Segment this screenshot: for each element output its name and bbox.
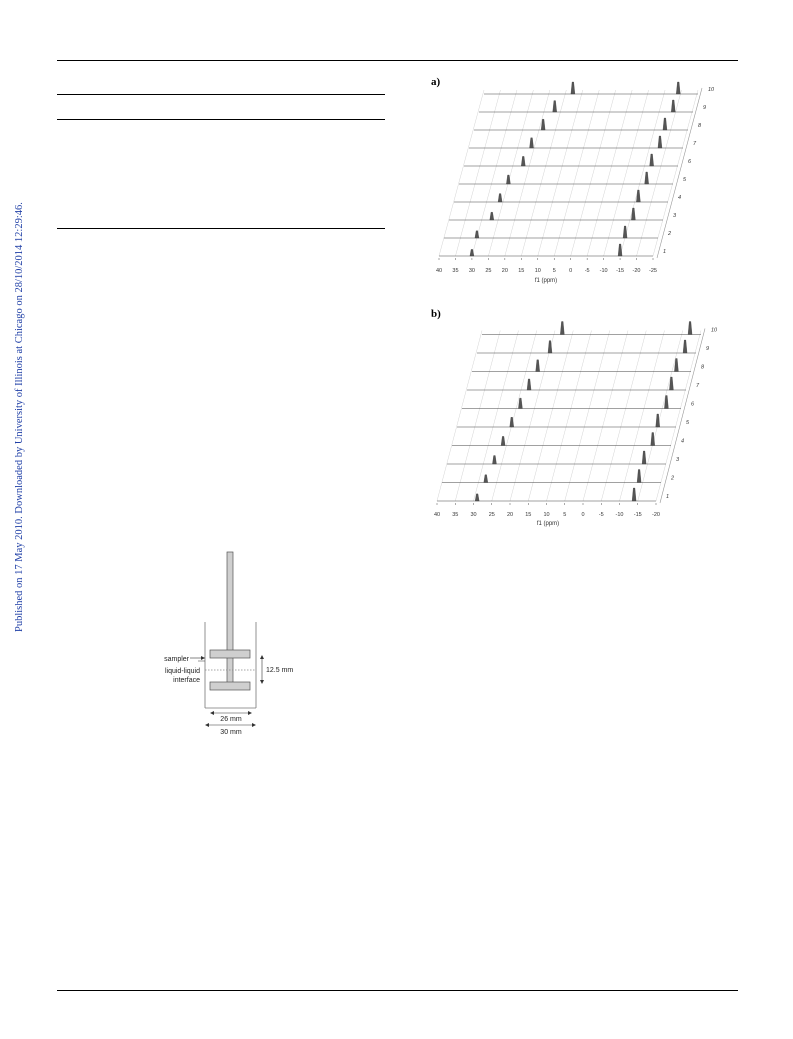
grid-line [653,90,698,256]
trace-label: 8 [701,364,705,371]
spectrum-peak [676,82,680,94]
x-tick-label: 20 [501,268,508,274]
spectrum-peak [663,118,667,130]
x-tick-label: -20 [652,512,660,518]
grid-line [538,90,583,256]
trace-label: 9 [703,105,707,111]
height-arrow-top [260,655,264,659]
spectrum-peak [688,322,692,335]
spectrum-peak [530,138,534,148]
x-tick-label: -5 [598,512,604,518]
x-tick-label: 30 [470,512,477,518]
spectrum-peak [527,379,531,390]
x-tick-label: 5 [563,512,567,518]
interface-label-line2: interface [173,677,200,684]
trace-label: 5 [686,420,690,426]
spectrum-peak [631,208,635,220]
trace-label: 3 [676,457,680,463]
grid-line [571,90,616,256]
sampler-cell-diagram [130,548,310,738]
grid-line [510,331,555,502]
table-header-rule [57,119,385,120]
trace-label: 9 [706,346,710,352]
spectrum-peak [645,172,649,184]
inner-width-arrow-right [248,711,252,715]
x-tick-label: -15 [616,268,625,274]
spectrum-peak [656,414,660,427]
spectrum-peak [490,212,494,220]
spectrum-peak [510,417,514,427]
x-tick-label: 35 [452,268,459,274]
grid-line [554,90,599,256]
sampler-label: sampler [164,656,189,663]
x-tick-label: 35 [452,512,459,518]
spectrum-peak [492,456,496,464]
trace-label: 4 [681,438,685,445]
grid-line [637,90,682,256]
trace-label: 4 [678,195,682,201]
spectrum-peak [521,156,525,166]
x-tick-label: -10 [615,512,624,518]
trace-label: 3 [673,213,677,219]
grid-line [437,331,482,502]
spectrum-peak [618,244,622,256]
panel-label-b: b) [431,308,441,320]
page-header-rule [57,60,738,61]
spectrum-peak [637,470,641,483]
spectrum-peak [636,190,640,202]
x-tick-label: 25 [488,512,495,518]
spectrum-peak [642,451,646,464]
interface-label-line1: liquid-liquid [164,668,200,675]
sampler-shaft [227,552,233,689]
x-tick-label: 20 [506,512,514,518]
x-tick-label: 5 [552,268,556,274]
x-axis-title: f1 (ppm) [536,521,560,527]
x-tick-label: -5 [584,268,590,274]
outer-width-arrow-left [205,723,209,727]
spectrum-peak [518,398,522,408]
trace-label: 1 [666,494,670,500]
panel-label-a: a) [431,76,441,88]
trace-label: 7 [696,383,700,389]
x-tick-label: 40 [433,512,441,518]
x-tick-label: 0 [581,512,585,518]
spectrum-peak [658,136,662,148]
grid-line [565,331,610,502]
spectrum-peak [548,341,552,353]
depth-axis [660,329,705,504]
grid-line [455,331,500,502]
grid-line [492,331,537,502]
trace-label: 2 [668,231,672,237]
outer-width-arrow-right [252,723,256,727]
spectrum-peak [501,436,505,445]
depth-axis [657,88,702,258]
x-tick-label: -15 [633,512,642,518]
x-tick-label: -10 [599,268,608,274]
grid-line [656,331,701,502]
x-tick-label: -25 [649,268,657,274]
x-axis-title: f1 (ppm) [534,278,558,284]
grid-line [547,331,592,502]
grid-line [455,90,500,256]
spectrum-peak [571,82,575,94]
sampler-lower-disc [210,682,250,690]
sampler-upper-disc [210,650,250,658]
trace-label: 6 [688,159,692,165]
spectrum-peak [536,360,540,372]
grid-line [474,331,519,502]
page-footer-rule [57,990,738,991]
table-bottom-rule [57,228,385,229]
nmr-spectra-panel-b [425,315,725,530]
x-tick-label: 15 [518,268,525,274]
spectrum-peak [651,433,655,446]
table-top-rule [57,94,385,95]
spectrum-peak [623,226,627,238]
spectrum-peak [671,100,675,112]
x-tick-label: -20 [632,268,641,274]
trace-label: 10 [711,327,718,334]
trace-label: 5 [683,177,687,183]
grid-line [488,90,533,256]
x-tick-label: 25 [485,268,492,274]
spectrum-peak [560,322,564,335]
x-tick-label: 10 [534,268,541,274]
grid-line [583,331,628,502]
outer-width-label: 30 mm [220,729,242,736]
grid-line [521,90,566,256]
grid-line [620,90,665,256]
x-tick-label: 40 [435,268,443,274]
spectrum-peak [683,340,687,353]
inner-width-label: 26 mm [220,716,242,723]
trace-label: 10 [708,87,715,93]
grid-line [505,90,550,256]
height-label: 12.5 mm [266,667,294,674]
spectrum-peak [484,475,488,483]
trace-label: 7 [693,141,697,147]
height-arrow-bottom [260,680,264,684]
spectrum-peak [553,101,557,112]
trace-label: 6 [691,401,695,408]
publication-note-text[interactable]: Published on 17 May 2010. Downloaded by University of Illinois at Chicago on 28/10/2014 12:29:46. [14,202,25,632]
spectrum-peak [475,494,479,501]
spectrum-peak [650,154,654,166]
grid-line [638,331,683,502]
trace-label: 1 [663,249,667,255]
grid-line [528,331,573,502]
x-tick-label: 15 [525,512,532,518]
spectrum-peak [632,488,636,501]
spectrum-peak [498,194,502,202]
x-tick-label: 10 [543,512,550,518]
trace-label: 8 [698,123,702,129]
x-tick-label: 0 [569,268,573,274]
nmr-spectra-panel-a [425,75,725,290]
grid-line [472,90,517,256]
inner-width-arrow-left [210,711,214,715]
sampler-pointer-head [201,656,205,660]
x-tick-label: 30 [468,268,475,274]
trace-label: 2 [671,475,675,482]
